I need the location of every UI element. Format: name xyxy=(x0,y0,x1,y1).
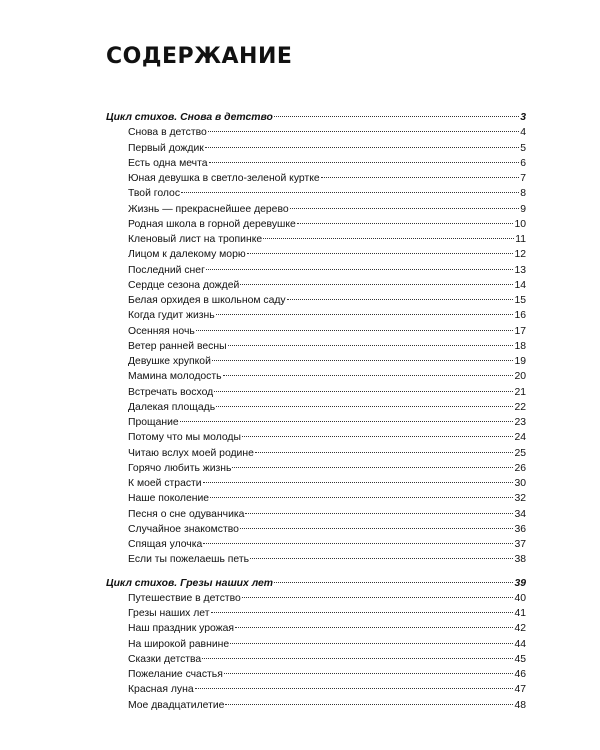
page-number: 14 xyxy=(514,279,526,291)
dot-leader xyxy=(210,497,513,498)
toc-entry xyxy=(106,652,526,667)
entry-title: Если ты пожелаешь петь xyxy=(128,554,250,566)
page-number: 11 xyxy=(515,234,526,245)
toc-entry xyxy=(106,171,526,186)
dot-leader xyxy=(202,658,513,659)
page-number: 10 xyxy=(514,218,526,230)
entry-title: Первый дождик xyxy=(128,142,204,154)
page-number: 30 xyxy=(514,478,526,489)
dot-leader xyxy=(214,391,513,392)
page-number: 26 xyxy=(514,462,526,474)
dot-leader xyxy=(196,330,514,331)
page-number: 8 xyxy=(520,188,526,200)
dot-leader xyxy=(203,482,514,483)
toc-entry xyxy=(106,606,526,621)
toc-entry xyxy=(106,400,526,415)
dot-leader xyxy=(180,421,514,422)
table-of-contents xyxy=(106,110,526,721)
dot-leader xyxy=(255,452,514,453)
page-title: СОДЕРЖАНИЕ xyxy=(106,44,293,69)
dot-leader xyxy=(211,612,514,613)
toc-entry xyxy=(106,537,526,552)
entry-title: Потому что мы молоды xyxy=(128,432,241,444)
dot-leader xyxy=(242,597,514,598)
entry-title: Наш праздник урожая xyxy=(128,623,235,635)
page-number: 34 xyxy=(514,508,526,520)
dot-leader xyxy=(240,284,513,285)
entry-title: Лицом к далекому морю xyxy=(128,249,246,261)
toc-section xyxy=(106,110,526,568)
page-number: 21 xyxy=(514,386,526,398)
dot-leader xyxy=(216,314,514,315)
toc-entry xyxy=(106,552,526,567)
toc-entry xyxy=(106,476,526,491)
page-number: 41 xyxy=(514,608,526,619)
dot-leader xyxy=(230,643,513,644)
toc-entry xyxy=(106,369,526,384)
entry-title: Цикл стихов. Снова в детство xyxy=(106,112,273,123)
toc-entry xyxy=(106,637,526,652)
toc-entry xyxy=(106,682,526,697)
entry-title: Последний снег xyxy=(128,264,205,276)
dot-leader xyxy=(228,345,514,346)
entry-title: Прощание xyxy=(128,417,179,428)
entry-title: Кленовый лист на тропинке xyxy=(128,234,263,245)
page-number: 5 xyxy=(520,142,526,154)
dot-leader xyxy=(181,192,519,193)
toc-section xyxy=(106,576,526,713)
entry-title: Читаю вслух моей родине xyxy=(128,447,254,459)
entry-title: Далекая площадь xyxy=(128,401,216,413)
dot-leader xyxy=(205,147,519,148)
dot-leader xyxy=(212,360,514,361)
entry-title: Путешествие в детство xyxy=(128,592,241,604)
page-number: 45 xyxy=(514,653,526,665)
entry-title: Родная школа в горной деревушке xyxy=(128,218,296,230)
page-number: 22 xyxy=(514,401,526,413)
entry-title: Сказки детства xyxy=(128,653,202,665)
dot-leader xyxy=(232,467,513,468)
dot-leader xyxy=(195,688,514,689)
toc-entry xyxy=(106,141,526,156)
dot-leader xyxy=(287,299,514,300)
entry-title: Сердце сезона дождей xyxy=(128,279,240,291)
entry-title: Встречать восход xyxy=(128,386,214,398)
dot-leader xyxy=(240,528,513,529)
entry-title: Красная луна xyxy=(128,684,194,696)
entry-title: Твой голос xyxy=(128,188,181,200)
page-number: 13 xyxy=(514,264,526,276)
page-number: 46 xyxy=(514,669,526,680)
page-number: 36 xyxy=(514,523,526,535)
toc-entry xyxy=(106,263,526,278)
toc-entry xyxy=(106,217,526,232)
toc-entry xyxy=(106,247,526,262)
dot-leader xyxy=(247,253,514,254)
toc-entry xyxy=(106,621,526,636)
entry-title: Жизнь — прекраснейшее дерево xyxy=(128,203,289,215)
toc-entry xyxy=(106,591,526,606)
page-number: 24 xyxy=(514,432,526,444)
dot-leader xyxy=(235,627,513,628)
dot-leader xyxy=(203,543,513,544)
page-number: 6 xyxy=(520,157,526,169)
toc-entry xyxy=(106,385,526,400)
entry-title: Мое двадцатилетие xyxy=(128,699,225,711)
entry-title: Грезы наших лет xyxy=(128,608,210,619)
page-number: 17 xyxy=(514,325,526,337)
entry-title: Наше поколение xyxy=(128,493,210,505)
dot-leader xyxy=(225,704,513,705)
toc-entry xyxy=(106,308,526,323)
toc-entry xyxy=(106,293,526,308)
toc-entry xyxy=(106,125,526,140)
toc-entry xyxy=(106,698,526,713)
dot-leader xyxy=(297,223,514,224)
toc-entry xyxy=(106,522,526,537)
page-number: 25 xyxy=(514,447,526,459)
page-number: 40 xyxy=(514,592,526,604)
page-number: 9 xyxy=(520,203,526,215)
dot-leader xyxy=(224,673,514,674)
toc-entry xyxy=(106,430,526,445)
entry-title: Снова в детство xyxy=(128,127,207,139)
entry-title: Есть одна мечта xyxy=(128,157,208,169)
section-heading xyxy=(106,110,526,125)
entry-title: Цикл стихов. Грезы наших лет xyxy=(106,577,274,589)
dot-leader xyxy=(290,208,520,209)
page-number: 20 xyxy=(514,371,526,383)
page-number: 38 xyxy=(514,554,526,566)
page-number: 37 xyxy=(514,539,526,550)
entry-title: Когда гудит жизнь xyxy=(128,310,215,322)
toc-entry xyxy=(106,415,526,430)
toc-entry xyxy=(106,324,526,339)
dot-leader xyxy=(274,116,519,117)
dot-leader xyxy=(223,375,514,376)
toc-entry xyxy=(106,491,526,506)
page-number: 15 xyxy=(514,295,526,306)
toc-entry xyxy=(106,278,526,293)
toc-entry xyxy=(106,202,526,217)
toc-entry xyxy=(106,232,526,247)
page-number: 39 xyxy=(514,577,526,589)
dot-leader xyxy=(208,131,519,132)
page-number: 44 xyxy=(514,638,526,650)
page-number: 19 xyxy=(514,356,526,367)
entry-title: Девушке хрупкой xyxy=(128,356,211,367)
entry-title: Белая орхидея в школьном саду xyxy=(128,295,286,306)
toc-entry xyxy=(106,339,526,354)
entry-title: Песня о сне одуванчика xyxy=(128,508,245,520)
dot-leader xyxy=(206,269,514,270)
dot-leader xyxy=(321,177,520,178)
dot-leader xyxy=(250,558,513,559)
entry-title: Ветер ранней весны xyxy=(128,340,227,352)
entry-title: На широкой равнине xyxy=(128,638,230,650)
page-number: 3 xyxy=(520,112,526,123)
toc-entry xyxy=(106,461,526,476)
dot-leader xyxy=(209,162,520,163)
entry-title: Случайное знакомство xyxy=(128,523,239,535)
page-number: 23 xyxy=(514,417,526,428)
entry-title: Спящая улочка xyxy=(128,539,203,550)
page-number: 48 xyxy=(514,699,526,711)
entry-title: Горячо любить жизнь xyxy=(128,462,232,474)
page-number: 12 xyxy=(514,249,526,261)
entry-title: К моей страсти xyxy=(128,478,202,489)
page-number: 32 xyxy=(514,493,526,505)
page-number: 7 xyxy=(520,173,526,184)
dot-leader xyxy=(245,513,513,514)
dot-leader xyxy=(274,582,513,583)
entry-title: Юная девушка в светло-зеленой куртке xyxy=(128,173,320,184)
page-number: 16 xyxy=(514,310,526,322)
page-number: 42 xyxy=(514,623,526,635)
toc-entry xyxy=(106,354,526,369)
section-heading xyxy=(106,576,526,591)
dot-leader xyxy=(263,238,514,239)
toc-entry xyxy=(106,667,526,682)
entry-title: Осенняя ночь xyxy=(128,325,195,337)
toc-entry xyxy=(106,156,526,171)
entry-title: Мамина молодость xyxy=(128,371,222,383)
dot-leader xyxy=(216,406,513,407)
toc-entry xyxy=(106,507,526,522)
page-number: 4 xyxy=(520,127,526,139)
dot-leader xyxy=(242,436,513,437)
toc-entry xyxy=(106,186,526,201)
toc-entry xyxy=(106,446,526,461)
page-number: 18 xyxy=(514,340,526,352)
page-number: 47 xyxy=(514,684,526,696)
entry-title: Пожелание счастья xyxy=(128,669,223,680)
